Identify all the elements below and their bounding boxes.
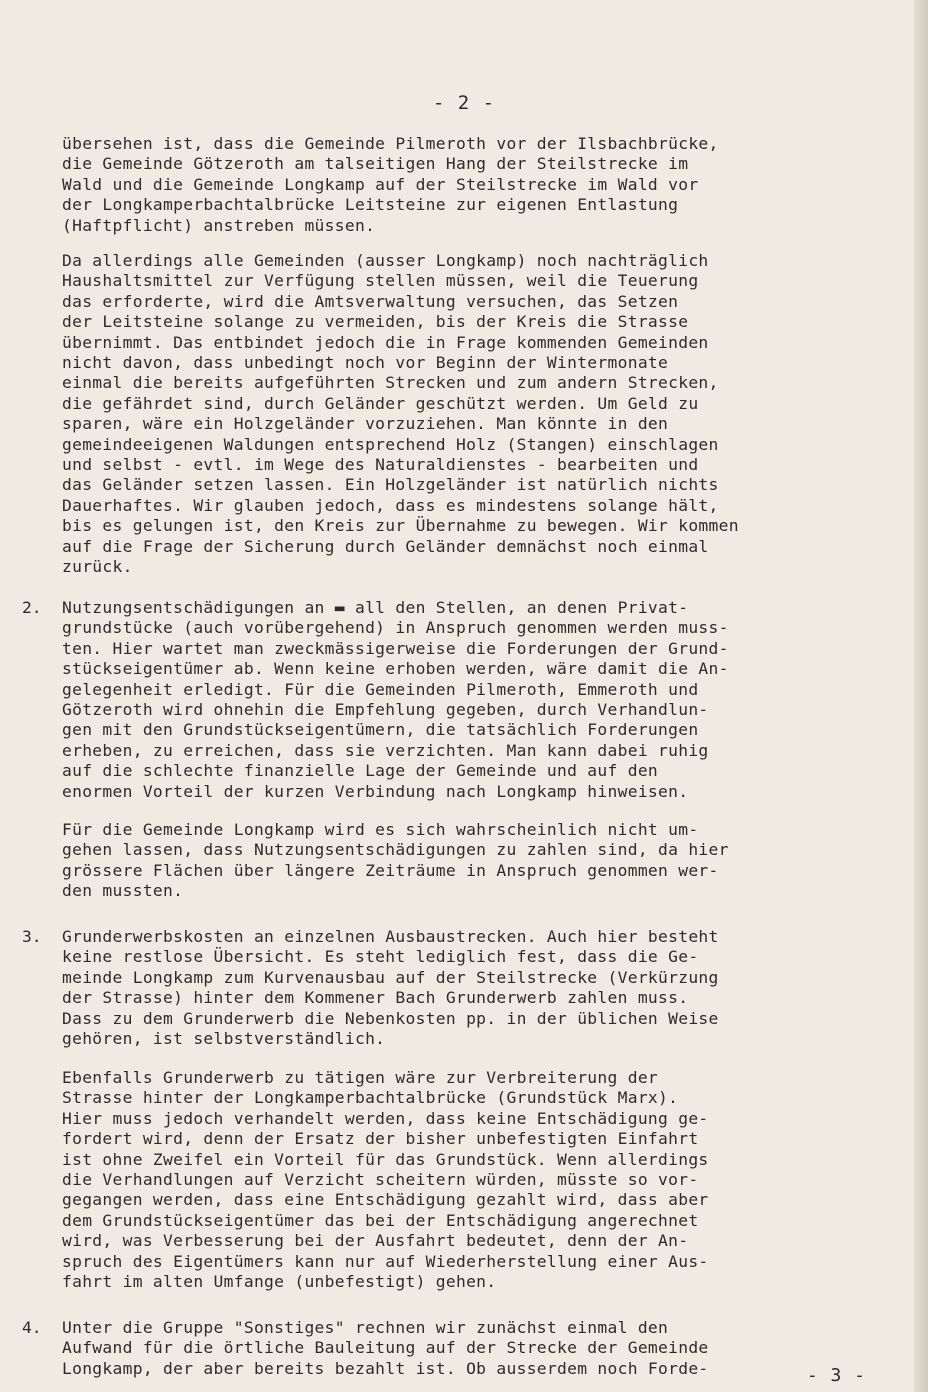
- item4-paragraph1: [62, 1318, 709, 1379]
- text-line: der Strasse) hinter dem Kommener Bach Grunderwerb zahlen muss.: [62, 988, 689, 1008]
- text-line: grössere Flächen über längere Zeiträume in Anspruch genommen wer-: [62, 860, 719, 880]
- text-line: Unter die Gruppe "Sonstiges" rechnen wir zunächst einmal den: [62, 1318, 669, 1337]
- text-line: gehen lassen, dass Nutzungsentschädigungen zu zahlen sind, da hier: [62, 840, 729, 860]
- text-line: der Leitsteine solange zu vermeiden, bis der Kreis die Strasse: [62, 312, 689, 332]
- text-line: auf die schlechte finanzielle Lage der Gemeinde und auf den: [62, 761, 659, 781]
- text-line: Strasse hinter der Longkamperbachtalbrücke (Grundstück Marx).: [62, 1088, 679, 1108]
- text-line: stückseigentümer ab. Wenn keine erhoben werden, wäre damit die An-: [62, 659, 729, 679]
- text-line: das Geländer setzen lassen. Ein Holzgeländer ist natürlich nichts: [62, 475, 719, 495]
- text-line: Grunderwerbskosten an einzelnen Ausbaustrecken. Auch hier besteht: [62, 927, 719, 946]
- text-line: Ebenfalls Grunderwerb zu tätigen wäre zur Verbreiterung der: [62, 1068, 659, 1087]
- text-line: die Verhandlungen auf Verzicht scheitern würden, müsste so vor-: [62, 1170, 699, 1190]
- text-line: zurück.: [62, 557, 133, 577]
- text-line: dem Grundstückseigentümer das bei der Entschädigung angerechnet: [62, 1210, 699, 1230]
- text-line: einmal die bereits aufgeführten Strecken und zum andern Strecken,: [62, 373, 719, 393]
- text-line: die gefährdet sind, durch Geländer geschützt werden. Um Geld zu: [62, 393, 699, 413]
- next-page-marker: - 3 -: [806, 1365, 866, 1386]
- text-line: sparen, wäre ein Holzgeländer vorzuziehen. Man könnte in den: [62, 414, 669, 434]
- continuation-paragraph: [62, 134, 719, 236]
- text-line: auf die Frage der Sicherung durch Geländer demnächst noch einmal: [62, 536, 709, 556]
- paper-edge: [914, 0, 928, 1392]
- text-line: der Longkamperbachtalbrücke Leitsteine zur eigenen Entlastung: [62, 195, 679, 215]
- text-line: Götzeroth wird ohnehin die Empfehlung gegeben, durch Verhandlun-: [62, 700, 709, 720]
- text-line: übersehen ist, dass die Gemeinde Pilmeroth vor der Ilsbachbrücke,: [62, 134, 719, 153]
- item3-paragraph2: [62, 1068, 709, 1292]
- text-line: gen mit den Grundstückseigentümern, die tatsächlich Forderungen: [62, 720, 699, 740]
- text-line: gelegenheit erledigt. Für die Gemeinden Pilmeroth, Emmeroth und: [62, 679, 699, 699]
- text-line: Dauerhaftes. Wir glauben jedoch, dass es mindestens solange hält,: [62, 495, 719, 515]
- text-line: bis es gelungen ist, den Kreis zur Übernahme zu bewegen. Wir kommen: [62, 516, 739, 536]
- text-line: Longkamp, der aber bereits bezahlt ist. Ob ausserdem noch Forde-: [62, 1358, 709, 1378]
- text-line: wird, was Verbesserung bei der Ausfahrt bedeutet, denn der An-: [62, 1231, 689, 1251]
- text-line: Hier muss jedoch verhandelt werden, dass keine Entschädigung ge-: [62, 1108, 709, 1128]
- text-line: Wald und die Gemeinde Longkamp auf der Steilstrecke im Wald vor: [62, 174, 699, 194]
- text-line: Für die Gemeinde Longkamp wird es sich wahrscheinlich nicht um-: [62, 820, 699, 839]
- text-line: meinde Longkamp zum Kurvenausbau auf der Steilstrecke (Verkürzung: [62, 967, 719, 987]
- text-line: Nutzungsentschädigungen an ▬ all den Stellen, an denen Privat-: [62, 598, 689, 617]
- text-line: Dass zu dem Grunderwerb die Nebenkosten pp. in der üblichen Weise: [62, 1008, 719, 1028]
- text-line: ist ohne Zweifel ein Vorteil für das Grundstück. Wenn allerdings: [62, 1149, 709, 1169]
- text-line: erheben, zu erreichen, dass sie verzichten. Man kann dabei ruhig: [62, 740, 709, 760]
- text-line: die Gemeinde Götzeroth am talseitigen Hang der Steilstrecke im: [62, 154, 689, 174]
- text-line: das erforderte, wird die Amtsverwaltung versuchen, das Setzen: [62, 291, 679, 311]
- text-line: gegangen werden, dass eine Entschädigung gezahlt wird, dass aber: [62, 1190, 709, 1210]
- text-line: enormen Vorteil der kurzen Verbindung nach Longkamp hinweisen.: [62, 781, 689, 801]
- item2-paragraph1: [62, 598, 729, 802]
- text-line: spruch des Eigentümers kann nur auf Wiederherstellung einer Aus-: [62, 1251, 709, 1271]
- text-line: (Haftpflicht) anstreben müssen.: [62, 215, 376, 235]
- text-line: Haushaltsmittel zur Verfügung stellen müssen, weil die Teuerung: [62, 271, 699, 291]
- text-line: übernimmt. Das entbindet jedoch die in Frage kommenden Gemeinden: [62, 332, 709, 352]
- item-number-3: 3.: [22, 927, 42, 946]
- text-line: nicht davon, dass unbedingt noch vor Beginn der Wintermonate: [62, 353, 669, 373]
- page-number: - 2 -: [432, 92, 496, 114]
- text-line: ten. Hier wartet man zweckmässigerweise die Forderungen der Grund-: [62, 638, 729, 658]
- text-line: fahrt im alten Umfange (unbefestigt) gehen.: [62, 1272, 497, 1292]
- item3-paragraph1: [62, 927, 719, 1049]
- item-number-4: 4.: [22, 1318, 42, 1337]
- item-number-2: 2.: [22, 598, 42, 617]
- text-line: gehören, ist selbstverständlich.: [62, 1029, 386, 1049]
- paragraph-leitsteine: [62, 251, 739, 578]
- text-line: und selbst - evtl. im Wege des Naturaldienstes - bearbeiten und: [62, 455, 699, 475]
- text-line: fordert wird, denn der Ersatz der bisher unbefestigten Einfahrt: [62, 1129, 699, 1149]
- text-line: den mussten.: [62, 881, 184, 901]
- text-line: Aufwand für die örtliche Bauleitung auf der Strecke der Gemeinde: [62, 1338, 709, 1358]
- item2-paragraph2: [62, 820, 729, 902]
- text-line: keine restlose Übersicht. Es steht lediglich fest, dass die Ge-: [62, 947, 699, 967]
- text-line: grundstücke (auch vorübergehend) in Anspruch genommen werden muss-: [62, 618, 729, 638]
- text-line: Da allerdings alle Gemeinden (ausser Longkamp) noch nachträglich: [62, 251, 709, 270]
- text-line: gemeindeeigenen Waldungen entsprechend Holz (Stangen) einschlagen: [62, 434, 719, 454]
